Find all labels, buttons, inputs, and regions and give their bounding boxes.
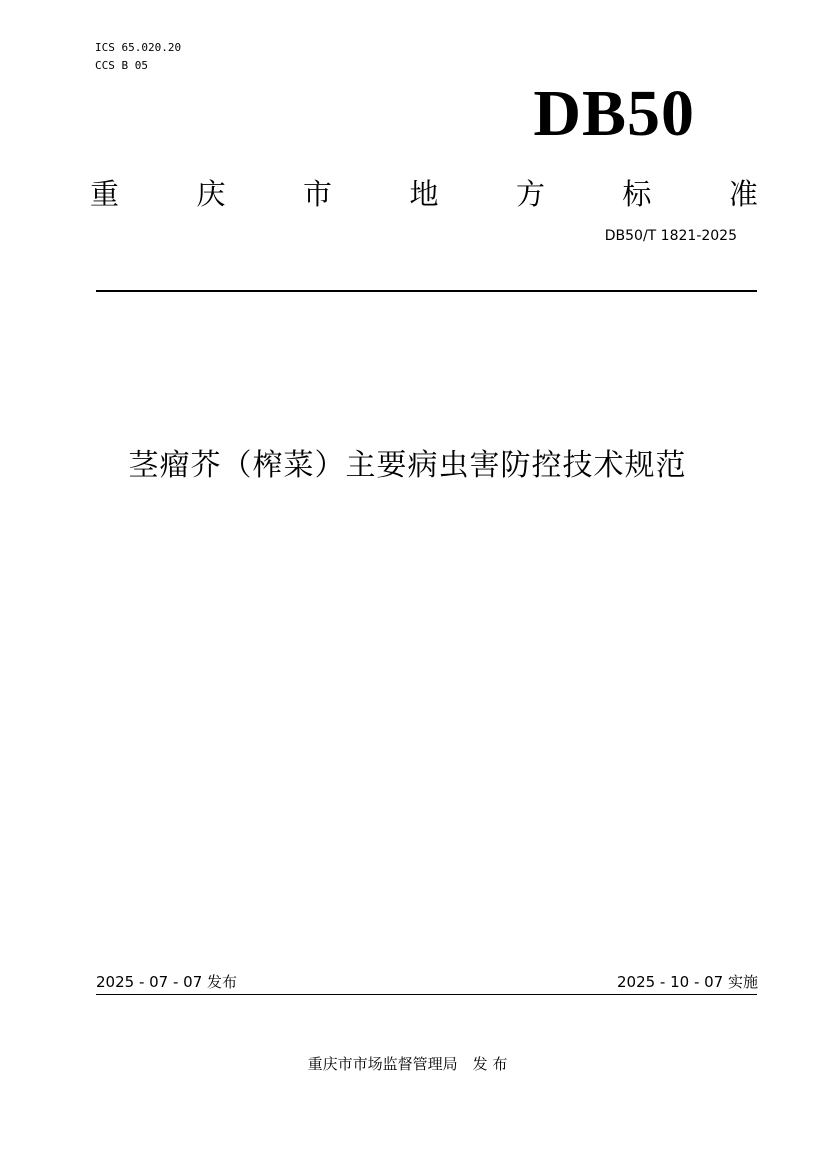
standard-type-char: 庆 xyxy=(196,177,226,211)
document-title: 茎瘤芥（榨菜）主要病虫害防控技术规范 xyxy=(128,448,687,483)
ccs-code: CCS B 05 xyxy=(95,59,148,72)
standard-type-char: 方 xyxy=(515,177,545,211)
standard-type-char: 市 xyxy=(302,177,332,211)
standard-type-char: 标 xyxy=(622,177,652,211)
standard-type-char: 准 xyxy=(728,177,758,211)
bottom-divider xyxy=(96,994,757,995)
standard-badge: DB50 xyxy=(533,77,695,150)
standard-type-char: 地 xyxy=(409,177,439,211)
top-divider xyxy=(96,290,757,292)
ics-code: ICS 65.020.20 xyxy=(95,41,182,54)
publish-date: 2025 - 07 - 07 发布 xyxy=(96,973,238,991)
standard-type-heading xyxy=(90,176,758,212)
standard-code: DB50/T 1821-2025 xyxy=(604,228,737,244)
standard-type-char: 重 xyxy=(90,177,120,211)
issuing-authority: 重庆市市场监督管理局 发 布 xyxy=(307,1055,508,1073)
implementation-date: 2025 - 10 - 07 实施 xyxy=(616,973,758,991)
